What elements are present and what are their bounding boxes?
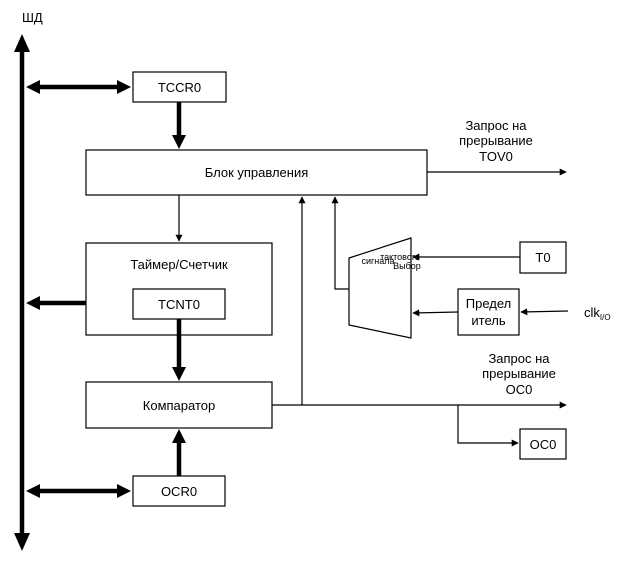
mux-label-line2: сигнала <box>361 256 395 266</box>
ocr0-label: OCR0 <box>160 484 198 499</box>
bus-arrow-down-icon <box>14 533 30 551</box>
clock-label <box>584 305 611 322</box>
data-bus <box>14 34 30 551</box>
bus-arrow-up-icon <box>14 34 30 52</box>
ocr0-to-comparator-arrow <box>172 429 186 476</box>
comparator-label: Компаратор <box>142 398 216 413</box>
tov0-request-line1: Запрос на <box>465 118 527 133</box>
oc0-pin-label: OC0 <box>529 437 557 452</box>
tcnt0-label: TCNT0 <box>158 297 200 312</box>
mux-label-line3: Выбор <box>393 261 421 271</box>
t0-pin-label: T0 <box>535 250 551 265</box>
clock-label-sub: I/O <box>599 313 611 322</box>
bus-label: ШД <box>22 10 43 25</box>
prescaler-to-mux-arrow <box>413 312 458 313</box>
clock-label-main: clk <box>584 305 600 320</box>
mux-label-line1: тактового <box>380 252 420 262</box>
tov0-request-line2: прерывание <box>459 133 533 148</box>
oc0-pin-arrow <box>458 405 518 443</box>
oc0-request-line2: прерывание <box>482 366 556 381</box>
bus-tccr0-link <box>26 80 131 94</box>
bus-ocr0-link <box>26 484 131 498</box>
clk-to-prescaler-arrow <box>521 311 568 312</box>
tccr0-label: TCCR0 <box>157 80 202 95</box>
oc0-request-line3: OC0 <box>505 382 533 397</box>
tov0-request-line3: TOV0 <box>479 149 513 164</box>
oc0-request-line1: Запрос на <box>488 351 550 366</box>
tccr0-to-control-arrow <box>172 102 186 149</box>
control-unit-label: Блок управления <box>204 165 309 180</box>
prescaler-label-line2: итель <box>471 313 506 328</box>
mux-to-control-arrow <box>335 197 349 289</box>
timer-counter-label: Таймер/Счетчик <box>130 257 228 272</box>
prescaler-label-line1: Предел <box>465 296 512 311</box>
